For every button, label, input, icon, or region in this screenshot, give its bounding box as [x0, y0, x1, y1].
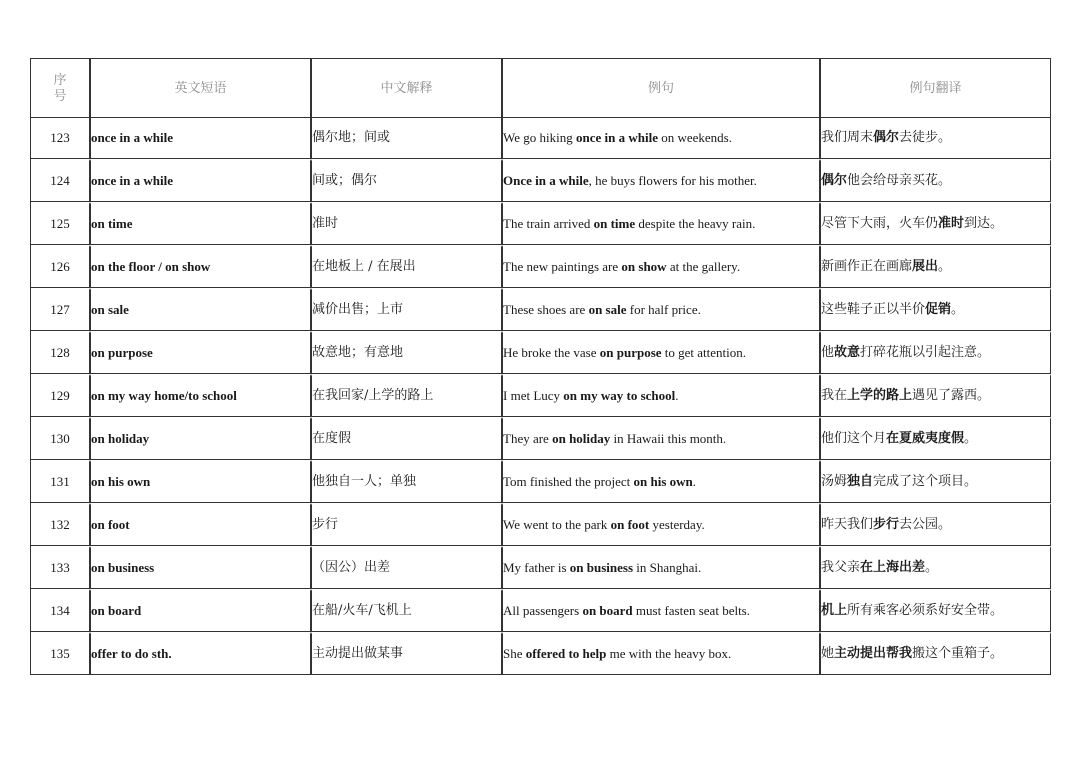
- example-translation: [820, 245, 1051, 288]
- row-index: 129: [31, 374, 90, 417]
- example-text: .: [675, 387, 679, 403]
- example-text: We went to the park: [503, 516, 611, 532]
- english-phrase: on time: [90, 202, 311, 245]
- example-translation: [820, 589, 1051, 632]
- example-sentence: [502, 118, 820, 159]
- example-text: He broke the vase: [503, 344, 600, 360]
- example-keyphrase: on board: [582, 602, 633, 618]
- table-row: [31, 632, 1051, 675]
- header-example-sentence: 例句: [502, 59, 820, 118]
- table-row: [31, 159, 1051, 202]
- translation-text: 我在: [821, 387, 848, 403]
- english-phrase: on purpose: [90, 331, 311, 374]
- example-keyphrase: on time: [593, 215, 636, 231]
- example-sentence: [502, 288, 820, 331]
- example-text: She: [503, 645, 526, 661]
- example-sentence: [502, 374, 820, 417]
- translation-text: 。: [925, 559, 939, 575]
- example-sentence: [502, 460, 820, 503]
- header-index: [31, 59, 90, 118]
- english-phrase: on board: [90, 589, 311, 632]
- example-keyphrase: on sale: [588, 301, 627, 317]
- example-text: on weekends.: [657, 129, 732, 145]
- row-index: 132: [31, 503, 90, 546]
- example-text: me with the heavy box.: [606, 645, 732, 661]
- example-text: in Hawaii this month.: [610, 430, 727, 446]
- english-phrase: once in a while: [90, 118, 311, 159]
- example-keyphrase: offered to help: [525, 645, 607, 661]
- table-row: [31, 118, 1051, 159]
- translation-text: 尽管下大雨，火车仍: [821, 215, 939, 231]
- example-text: The new paintings are: [503, 258, 622, 274]
- table-row: [31, 374, 1051, 417]
- example-text: These shoes are: [503, 301, 589, 317]
- example-sentence: [502, 503, 820, 546]
- example-keyphrase: on foot: [610, 516, 650, 532]
- example-translation: [820, 546, 1051, 589]
- translation-keyphrase: 步行: [873, 516, 900, 532]
- example-translation: [820, 374, 1051, 417]
- chinese-meaning: 他独自一人；单独: [311, 460, 502, 503]
- english-phrase: on business: [90, 546, 311, 589]
- english-phrase: on sale: [90, 288, 311, 331]
- table-row: [31, 417, 1051, 460]
- row-index: 134: [31, 589, 90, 632]
- table-body: [31, 118, 1051, 675]
- example-text: .: [692, 473, 697, 489]
- example-text: Tom finished the project: [503, 473, 634, 489]
- chinese-meaning: 准时: [311, 202, 502, 245]
- translation-text: 他会给母亲买花。: [847, 172, 952, 188]
- header-english-phrase: 英文短语: [90, 59, 311, 118]
- translation-keyphrase: 独自: [847, 473, 874, 489]
- row-index: 130: [31, 417, 90, 460]
- table-row: [31, 202, 1051, 245]
- translation-keyphrase: 在夏威夷度假: [886, 430, 965, 446]
- chinese-meaning: 故意地；有意地: [311, 331, 502, 374]
- translation-keyphrase: 展出: [912, 258, 939, 274]
- translation-text: 。: [964, 430, 978, 446]
- table-row: [31, 288, 1051, 331]
- example-text: in Shanghai.: [633, 559, 702, 575]
- table-row: [31, 331, 1051, 374]
- english-phrase: on the floor / on show: [90, 245, 311, 288]
- translation-text: 所有乘客必须系好安全带。: [847, 602, 1004, 618]
- translation-keyphrase: 上学的路上: [847, 387, 913, 403]
- example-translation: [820, 159, 1051, 202]
- example-keyphrase: on business: [569, 559, 634, 575]
- row-index: 123: [31, 118, 90, 159]
- translation-text: 。: [938, 258, 952, 274]
- chinese-meaning: 间或；偶尔: [311, 159, 502, 202]
- table-header: [31, 59, 1051, 118]
- table-row: [31, 245, 1051, 288]
- row-index: 126: [31, 245, 90, 288]
- example-translation: [820, 632, 1051, 675]
- table-row: [31, 589, 1051, 632]
- example-sentence: [502, 331, 820, 374]
- chinese-meaning: 主动提出做某事: [311, 632, 502, 675]
- example-text: I met Lucy: [503, 387, 564, 403]
- example-text: yesterday.: [649, 516, 705, 532]
- example-text: All passengers: [503, 602, 583, 618]
- chinese-meaning: 减价出售；上市: [311, 288, 502, 331]
- example-translation: [820, 288, 1051, 331]
- chinese-meaning: 在我回家/上学的路上: [311, 374, 502, 417]
- chinese-meaning: 偶尔地；间或: [311, 118, 502, 159]
- row-index: 128: [31, 331, 90, 374]
- header-index-line1: 序: [53, 71, 67, 87]
- example-text: at the gallery.: [666, 258, 741, 274]
- english-phrase: once in a while: [90, 159, 311, 202]
- example-text: for half price.: [626, 301, 701, 317]
- phrase-table-container: [30, 58, 1050, 675]
- translation-text: 他: [821, 344, 835, 360]
- example-text: must fasten seat belts.: [632, 602, 750, 618]
- example-sentence: [502, 589, 820, 632]
- english-phrase: on holiday: [90, 417, 311, 460]
- row-index: 124: [31, 159, 90, 202]
- translation-text: 。: [951, 301, 965, 317]
- example-keyphrase: on holiday: [552, 430, 611, 446]
- example-sentence: [502, 546, 820, 589]
- translation-text: 去徒步。: [899, 129, 952, 145]
- translation-text: 完成了这个项目。: [873, 473, 978, 489]
- row-index: 125: [31, 202, 90, 245]
- chinese-meaning: 步行: [311, 503, 502, 546]
- english-phrase: on his own: [90, 460, 311, 503]
- translation-text: 我们周末: [821, 129, 874, 145]
- translation-keyphrase: 偶尔: [873, 129, 900, 145]
- example-keyphrase: on purpose: [599, 344, 662, 360]
- translation-keyphrase: 准时: [938, 215, 965, 231]
- table-row: [31, 503, 1051, 546]
- row-index: 131: [31, 460, 90, 503]
- example-keyphrase: on his own: [633, 473, 693, 489]
- header-example-translation: 例句翻译: [820, 59, 1051, 118]
- translation-text: 汤姆: [821, 473, 848, 489]
- table-row: [31, 460, 1051, 503]
- translation-text: 这些鞋子正以半价: [821, 301, 926, 317]
- example-keyphrase: on my way to school: [563, 387, 676, 403]
- header-chinese-meaning: 中文解释: [311, 59, 502, 118]
- translation-keyphrase: 主动提出帮我: [834, 645, 913, 661]
- example-sentence: [502, 245, 820, 288]
- example-translation: [820, 503, 1051, 546]
- example-keyphrase: on show: [621, 258, 667, 274]
- example-keyphrase: Once in a while: [503, 172, 589, 188]
- row-index: 133: [31, 546, 90, 589]
- example-sentence: [502, 202, 820, 245]
- example-text: My father is: [503, 559, 570, 575]
- translation-keyphrase: 机上: [821, 602, 848, 618]
- example-text: They are: [503, 430, 553, 446]
- translation-text: 我父亲: [821, 559, 861, 575]
- example-text: , he buys flowers for his mother.: [588, 172, 757, 188]
- example-keyphrase: once in a while: [575, 129, 658, 145]
- translation-text: 打碎花瓶以引起注意。: [860, 344, 991, 360]
- chinese-meaning: 在地板上 / 在展出: [311, 245, 502, 288]
- english-phrase: offer to do sth.: [90, 632, 311, 675]
- example-translation: [820, 202, 1051, 245]
- english-phrase: on my way home/to school: [90, 374, 311, 417]
- example-translation: [820, 331, 1051, 374]
- translation-text: 去公园。: [899, 516, 952, 532]
- example-sentence: [502, 417, 820, 460]
- example-sentence: [502, 632, 820, 675]
- translation-keyphrase: 故意: [834, 344, 861, 360]
- table-row: [31, 546, 1051, 589]
- example-sentence: [502, 159, 820, 202]
- translation-text: 到达。: [964, 215, 1004, 231]
- chinese-meaning: 在船/火车/飞机上: [311, 589, 502, 632]
- translation-text: 她: [821, 645, 835, 661]
- translation-keyphrase: 促销: [925, 301, 952, 317]
- translation-text: 昨天我们: [821, 516, 874, 532]
- translation-text: 新画作正在画廊: [821, 258, 913, 274]
- chinese-meaning: （因公）出差: [311, 546, 502, 589]
- chinese-meaning: 在度假: [311, 417, 502, 460]
- row-index: 135: [31, 632, 90, 675]
- example-translation: [820, 417, 1051, 460]
- example-text: despite the heavy rain.: [635, 215, 756, 231]
- translation-text: 搬这个重箱子。: [912, 645, 1004, 661]
- header-index-line2: 号: [53, 88, 67, 103]
- example-translation: [820, 118, 1051, 159]
- translation-keyphrase: 在上海出差: [860, 559, 926, 575]
- example-text: The train arrived: [503, 215, 594, 231]
- header-row: [31, 59, 1051, 118]
- example-text: to get attention.: [661, 344, 747, 360]
- translation-text: 他们这个月: [821, 430, 887, 446]
- row-index: 127: [31, 288, 90, 331]
- phrase-table: [30, 58, 1051, 675]
- example-text: We go hiking: [503, 129, 576, 145]
- example-translation: [820, 460, 1051, 503]
- translation-keyphrase: 偶尔: [821, 172, 848, 188]
- translation-text: 遇见了露西。: [912, 387, 991, 403]
- english-phrase: on foot: [90, 503, 311, 546]
